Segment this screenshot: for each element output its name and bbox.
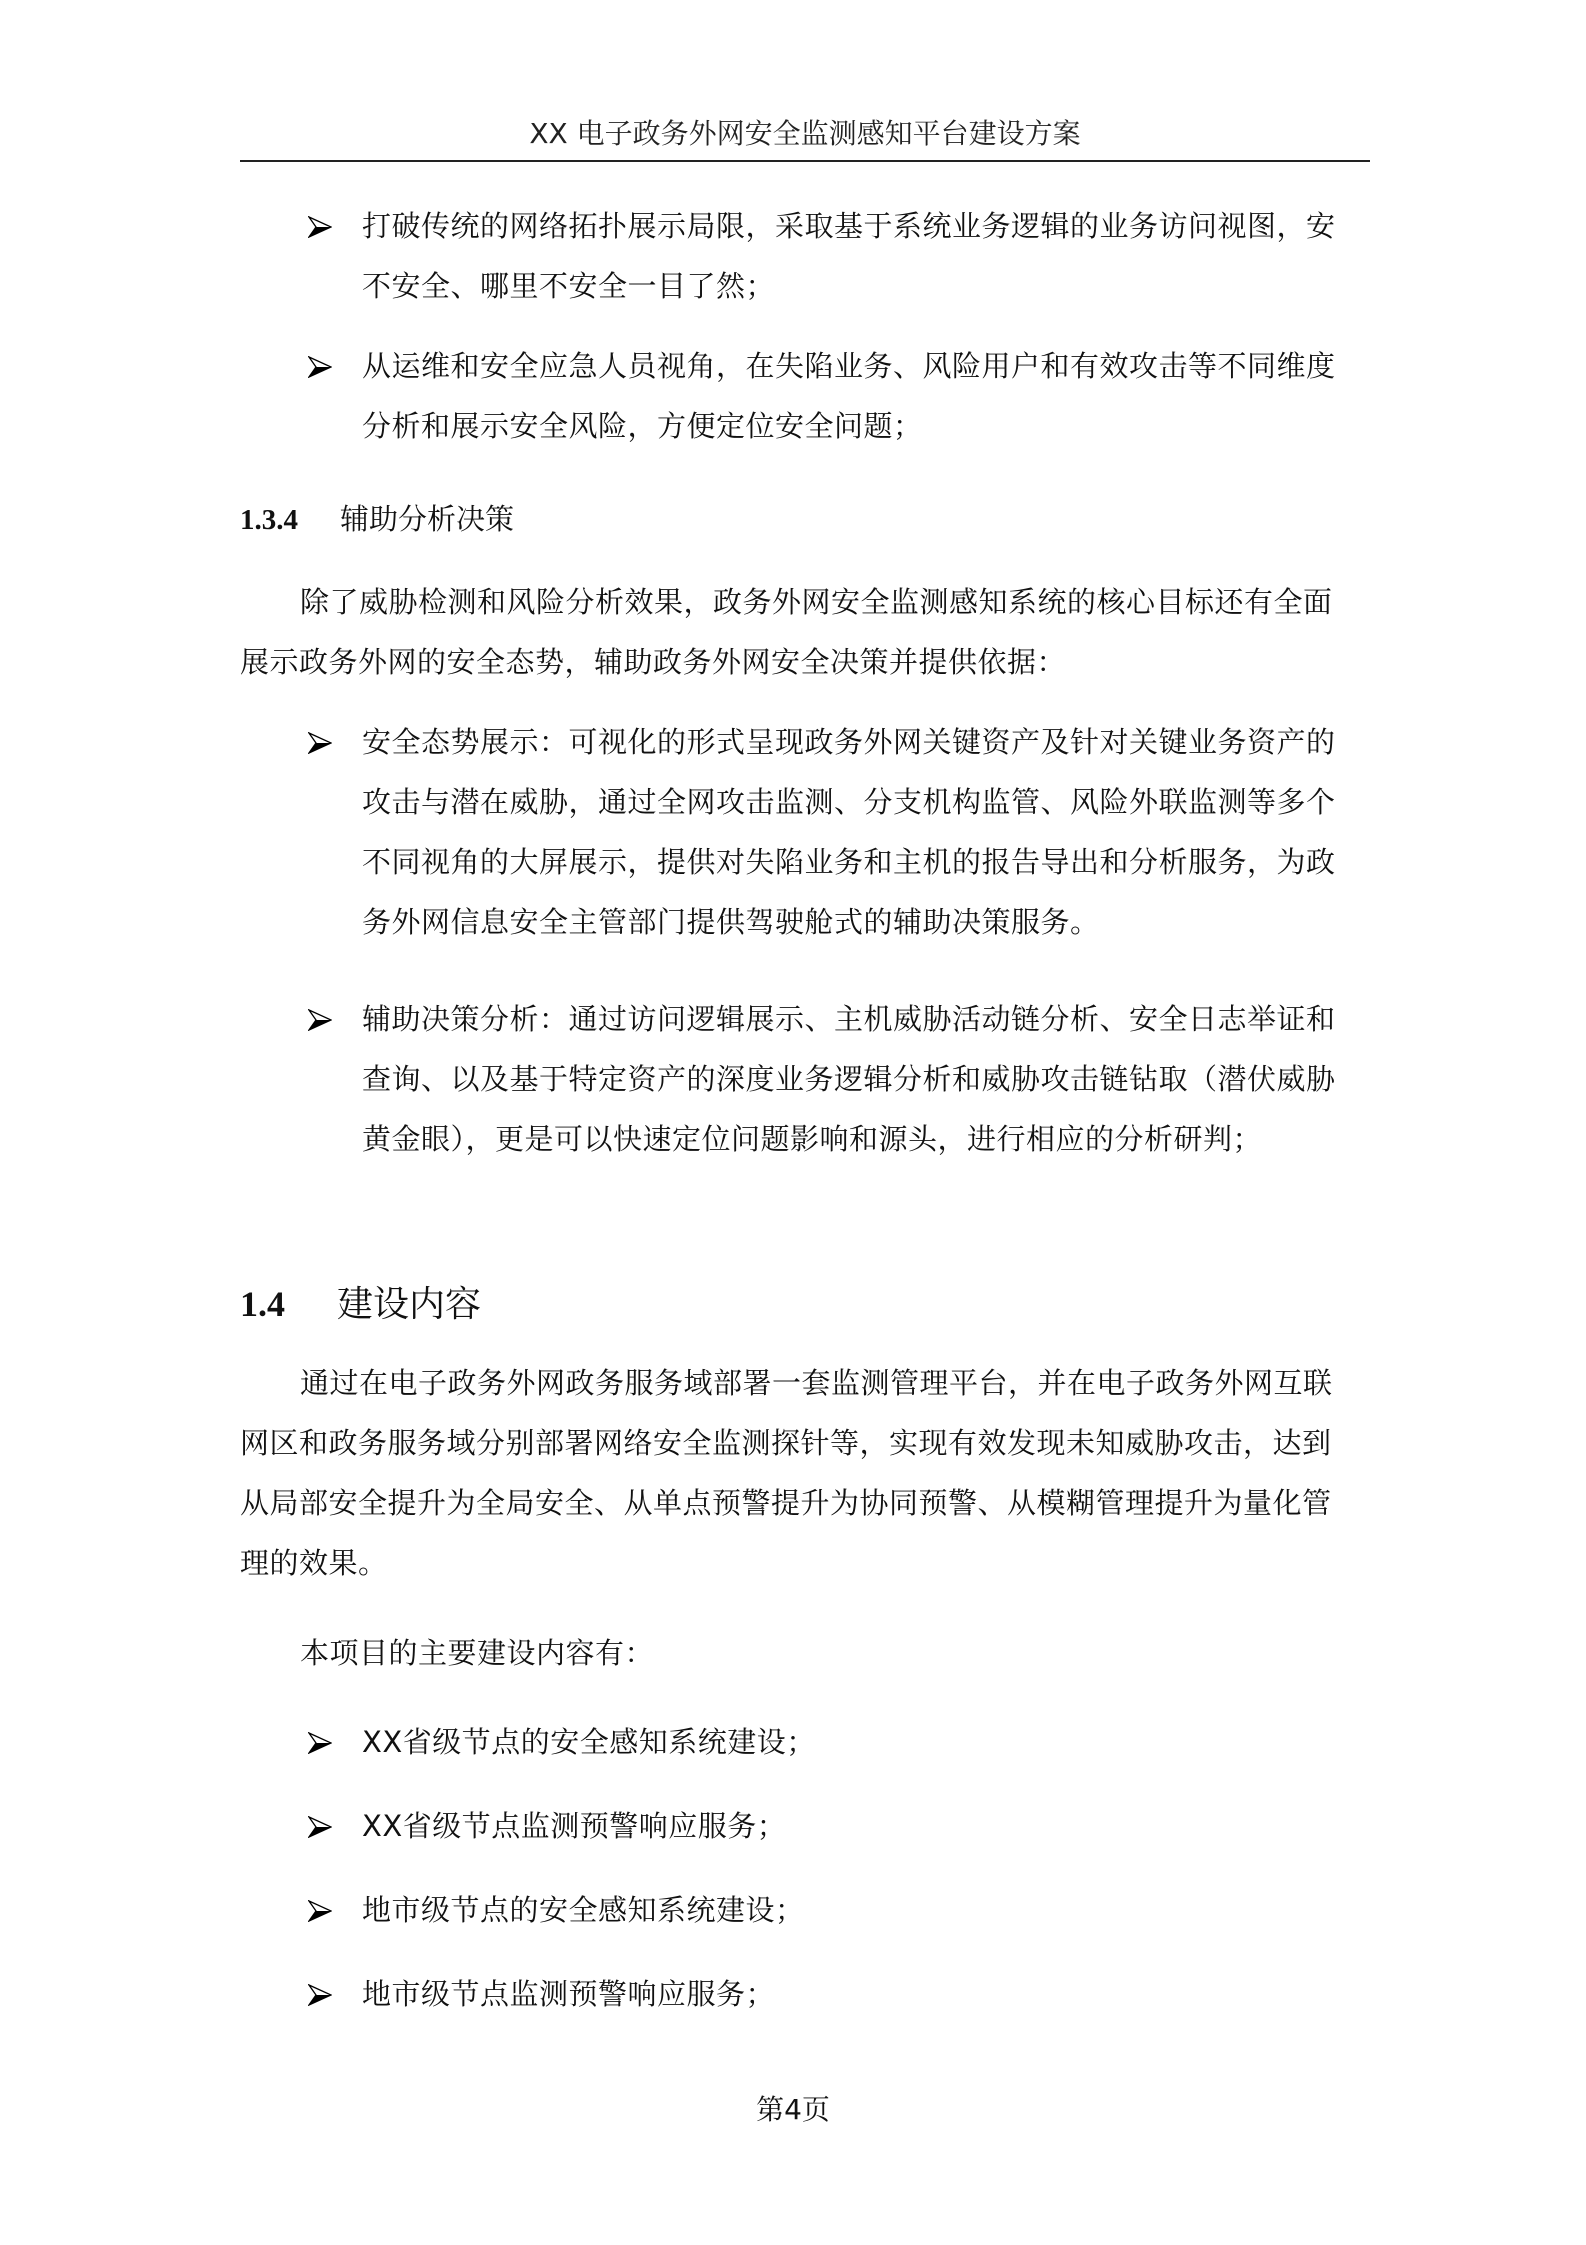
arrow-bullet-icon [308, 1984, 332, 2006]
list-item-text: XX省级节点的安全感知系统建设； [362, 1725, 816, 1759]
arrow-bullet-icon [308, 356, 332, 378]
list-item-text: 从运维和安全应急人员视角，在失陷业务、风险用户和有效攻击等不同维度分析和展示安全风险，方便定位安全问题； [362, 349, 1336, 443]
list-item-text: 安全态势展示：可视化的形式呈现政务外网关键资产及针对关键业务资产的攻击与潜在威胁，通过全网攻击监测、分支机构监管、风险外联监测等多个不同视角的大屏展示，提供对失陷业务和主机的报告导出和分析服务，为政务外网信息安全主管部门提供驾驶舱式的辅助决策服务。 [362, 725, 1336, 939]
list-item-text: 辅助决策分析：通过访问逻辑展示、主机威胁活动链分析、安全日志举证和查询、以及基于特定资产的深度业务逻辑分析和威胁攻击链钻取（潜伏威胁黄金眼），更是可以快速定位问题影响和源头，进行相应的分析研判； [362, 1002, 1336, 1156]
list-item-text: XX省级节点监测预警响应服务； [362, 1809, 787, 1843]
arrow-bullet-icon [308, 1900, 332, 1922]
list-item [240, 1964, 1360, 2024]
arrow-bullet-icon [308, 216, 332, 238]
section-number: 1.3.4 [240, 504, 298, 536]
list-item-text: 地市级节点监测预警响应服务； [362, 1977, 776, 2011]
paragraph: 除了威胁检测和风险分析效果，政务外网安全监测感知系统的核心目标还有全面展示政务外网的安全态势，辅助政务外网安全决策并提供依据： [240, 585, 1333, 679]
list-item [240, 1712, 1360, 1772]
list-item [240, 712, 1360, 952]
paragraph: 本项目的主要建设内容有： [300, 1636, 655, 1670]
list-item-text: 地市级节点的安全感知系统建设； [362, 1893, 805, 1927]
list-item [240, 196, 1360, 316]
header-divider [240, 160, 1370, 162]
section-number: 1.4 [240, 1284, 285, 1324]
arrow-bullet-icon [308, 1009, 332, 1031]
list-item [240, 1796, 1360, 1856]
arrow-bullet-icon [308, 1816, 332, 1838]
list-item [240, 336, 1360, 456]
arrow-bullet-icon [308, 1732, 332, 1754]
section-heading-1-3-4 [240, 497, 514, 538]
list-item [240, 1880, 1360, 1940]
page-header-title: XX 电子政务外网安全监测感知平台建设方案 [529, 117, 1081, 150]
section-heading-1-4 [240, 1276, 481, 1327]
section-title: 辅助分析决策 [340, 502, 515, 536]
paragraph: 通过在电子政务外网政务服务域部署一套监测管理平台，并在电子政务外网互联网区和政务服务域分别部署网络安全监测探针等，实现有效发现未知威胁攻击，达到从局部安全提升为全局安全、从单点预警提升为协同预警、从模糊管理提升为量化管理的效果。 [240, 1366, 1333, 1580]
list-item [240, 989, 1360, 1169]
page-number: 第4页 [756, 2093, 830, 2126]
section-title: 建设内容 [337, 1284, 482, 1325]
list-item-text: 打破传统的网络拓扑展示局限，采取基于系统业务逻辑的业务访问视图，安不安全、哪里不安全一目了然； [362, 209, 1336, 303]
arrow-bullet-icon [308, 732, 332, 754]
